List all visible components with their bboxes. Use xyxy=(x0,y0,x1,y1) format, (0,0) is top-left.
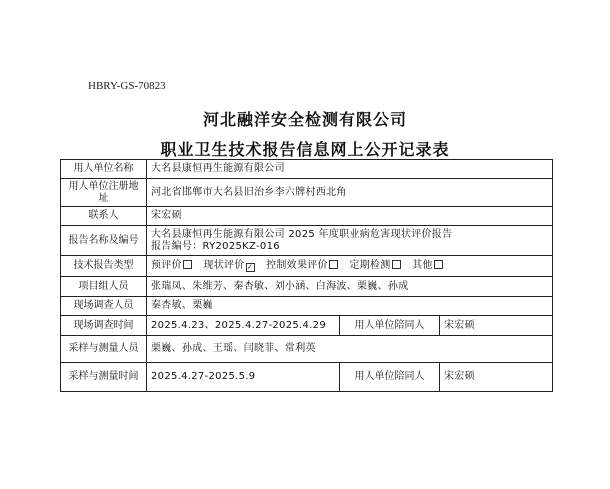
option-periodic-testing xyxy=(349,260,400,271)
tech-type-label: 技术报告类型 xyxy=(61,256,147,277)
sampling-accompany-value: 宋宏硕 xyxy=(440,363,553,392)
survey-staff-label: 现场调查人员 xyxy=(61,297,147,316)
contact-label: 联系人 xyxy=(61,207,147,226)
sampling-time-value: 2025.4.27-2025.5.9 xyxy=(147,363,340,392)
option-label: 预评价 xyxy=(151,260,182,271)
report-value xyxy=(147,226,553,256)
table-row xyxy=(61,160,553,179)
checkbox-icon xyxy=(392,260,401,269)
report-number: 报告编号：RY2025KZ-016 xyxy=(151,240,280,252)
checkbox-icon xyxy=(329,260,338,269)
table-row xyxy=(61,316,553,336)
table-row xyxy=(61,256,553,277)
option-label: 其他 xyxy=(412,260,433,271)
contact-value: 宋宏硕 xyxy=(147,207,553,226)
option-other xyxy=(412,260,443,271)
report-name: 大名县康恒再生能源有限公司 2025 年度职业病危害现状评价报告 xyxy=(151,228,453,240)
sampling-accompany-label: 用人单位陪同人 xyxy=(340,363,440,392)
table-row xyxy=(61,297,553,316)
option-label: 控制效果评价 xyxy=(266,260,328,271)
sampling-staff-label: 采样与测量人员 xyxy=(61,336,147,363)
project-members-label: 项目组人员 xyxy=(61,277,147,297)
form-title: 职业卫生技术报告信息网上公开记录表 xyxy=(160,140,450,159)
record-table xyxy=(60,159,553,392)
option-label: 现状评价 xyxy=(203,260,245,271)
checked-checkbox-icon: ✓ xyxy=(247,263,254,271)
table-row xyxy=(61,226,553,256)
survey-accompany-label: 用人单位陪同人 xyxy=(340,316,440,336)
sampling-time-label: 采样与测量时间 xyxy=(61,363,147,392)
unit-address-value: 河北省邯郸市大名县旧治乡李六牌村西北角 xyxy=(147,179,553,207)
survey-accompany-value: 宋宏硕 xyxy=(440,316,553,336)
unit-name-label: 用人单位名称 xyxy=(61,160,147,179)
table-row xyxy=(61,179,553,207)
unit-address-label: 用人单位注册地址 xyxy=(61,179,147,207)
table-row xyxy=(61,207,553,226)
survey-time-label: 现场调查时间 xyxy=(61,316,147,336)
table-row xyxy=(61,277,553,297)
report-label: 报告名称及编号 xyxy=(61,226,147,256)
sampling-staff-value: 栗巍、孙成、王瑶、闫晓菲、常利英 xyxy=(147,336,553,363)
unit-name-value: 大名县康恒再生能源有限公司 xyxy=(147,160,553,179)
tech-type-options xyxy=(147,256,553,277)
option-label: 定期检测 xyxy=(349,260,391,271)
survey-time-value: 2025.4.23、2025.4.27-2025.4.29 xyxy=(147,316,340,336)
survey-staff-value: 秦杏敏、栗巍 xyxy=(147,297,553,316)
table-row xyxy=(61,363,553,392)
document-code: HBRY-GS-70823 xyxy=(88,80,166,92)
company-title: 河北融洋安全检测有限公司 xyxy=(202,110,407,129)
checkbox-icon xyxy=(434,260,443,269)
project-members-value: 张瑞凤、朱维芳、秦杏敏、刘小涵、白海波、栗巍、孙成 xyxy=(147,277,553,297)
checkbox-icon xyxy=(183,260,192,269)
option-status-evaluation xyxy=(203,260,254,271)
table-row xyxy=(61,336,553,363)
option-pre-evaluation xyxy=(151,260,192,271)
option-control-effect-evaluation xyxy=(266,260,338,271)
